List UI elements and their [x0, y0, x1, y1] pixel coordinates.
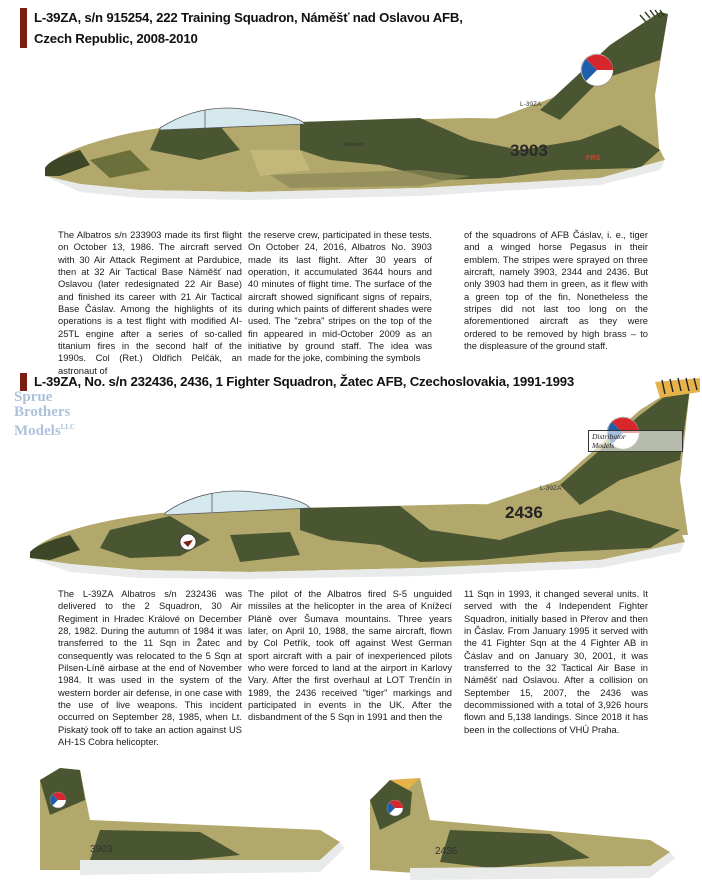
roundel-czech-fin [581, 54, 613, 86]
aircraft-2436-rear-view [350, 770, 690, 884]
aircraft-profile-2436 [0, 370, 702, 580]
aircraft2-tail-number: 2436 [505, 503, 543, 522]
distributor-stamp: Distributor Models [588, 430, 683, 452]
section1-text-col1: The Albatros s/n 233903 made its first flight on October 13, 1986. The aircraft served with 30 Air Attack Regiment at Pardubice, then at 32 Air Tactical Base Náměšť nad Oslavou (later redesignated 22 Air Base) and finished its career with 21 Air Tactical Base Čáslav. Among the highlights of its operations is a test flight with modified AI-25TL engine after a series of so-called titanium fires in the second half of the 1990s. Col (Ret.) Oldřich Pelčák, an astronaut of [58, 230, 242, 376]
aircraft1-prs-stencil: PRS [586, 155, 601, 162]
bottom-left-tail-number: 3903 [90, 844, 113, 855]
aircraft2-type-marking: L-39ZA [540, 485, 562, 492]
section1-text-col3: of the squadrons of AFB Čáslav, i. e., tiger and a winged horse Pegasus in their emblem. The stripes were sprayed on three aircraft, namely 3903, 2344 and 2436. But only 3903 had them in green, as it flew with a green top of the fin. Nonetheless the stripes did not last too long on the aforementioned aircraft as they were ordered to be removed by high brass – to the displeasure of the ground staff. [464, 230, 648, 352]
section1-text-col2: the reserve crew, participated in these tests. On October 24, 2016, Albatros No. 3903 made its last flight. After 30 years of operation, it accumulated 3644 hours and 40 minutes of flight time. The surface of the aircraft showed significant signs of repairs, during which paints of different shades were used. The "zebra" stripes on the top of the fin appeared in mid-October 2009 as an initiative by ground staff. The idea was made for the joke, combining the symbols [248, 230, 432, 364]
aircraft1-type-marking: L-39ZA [520, 101, 542, 108]
aircraft1-tail-number: 3903 [510, 141, 548, 160]
aircraft-profile-3903 [0, 0, 702, 230]
section1-heading-line2: Czech Republic, 2008-2010 [34, 31, 198, 46]
aircraft1-nose-name: Albatros [344, 142, 365, 148]
roundel-czech-small [387, 800, 403, 816]
roundel-czech-small [50, 792, 66, 808]
watermark-logo: Sprue Brothers Models$^{LLC}$ [14, 389, 76, 439]
fin-tiger-stripes [655, 378, 700, 398]
aircraft-3903-rear-view [20, 760, 350, 884]
section2-text-col1: The L-39ZA Albatros s/n 232436 was delivered to the 2 Squadron, 30 Air Regiment in Hradec Králové on December 28, 1982. During the autumn of 1984 it was transferred to the 11 Sqn in Žatec and consequently was relocated to the 5 Sqn at Pilsen-Líně airbase at the end of November 1984. It was used in the system of the western border air defense, in one case with the use of live weapons. This incident occurred on September 28, 1985, when Lt. Piskatý took off to take an action against US AH-1S Cobra helicopter. [58, 589, 242, 748]
bottom-right-tail-number: 2436 [435, 846, 458, 857]
section2-text-col3: 11 Sqn in 1993, it changed several units. It served with the 4 Independent Fighter Squadron, initially based in Přerov and then in Čáslav. From January 1995 it served with the 41 Fighter Sqn at the 4 Fighter AB in Čáslav and on January 30, 2001, it was transferred to the 32 Tactical Air Base in Náměšť nad Oslavou. After a collision on September 15, 2007, the 2436 was decommissioned with a total of 3,926 hours flown and 5,138 landings. Since 2018 it has been in the collections of VHÚ Praha. [464, 589, 648, 735]
section2-heading: L-39ZA, No. s/n 232436, 2436, 1 Fighter Squadron, Žatec AFB, Czechoslovakia, 1991-1993 [34, 374, 575, 389]
section1-heading-line1: L-39ZA, s/n 915254, 222 Training Squadron, Náměšť nad Oslavou AFB, [34, 10, 463, 25]
section2-text-col2: The pilot of the Albatros fired S-5 unguided missiles at the helicopter in the area of Knížecí Pláně over Šumava mountains. Three years later, on April 10, 1988, the same aircraft, flown by Col Petřík, took off against West German sport aircraft with a pair of inexperienced pilots who were forced to land at the airport in Karlovy Vary. After the first overhaul at LOT Trenčín in 1989, the 2436 received "tiger" markings and participated in events in the UK. After the disbandment of the 5 Sqn in 1991 and then the [248, 589, 452, 723]
